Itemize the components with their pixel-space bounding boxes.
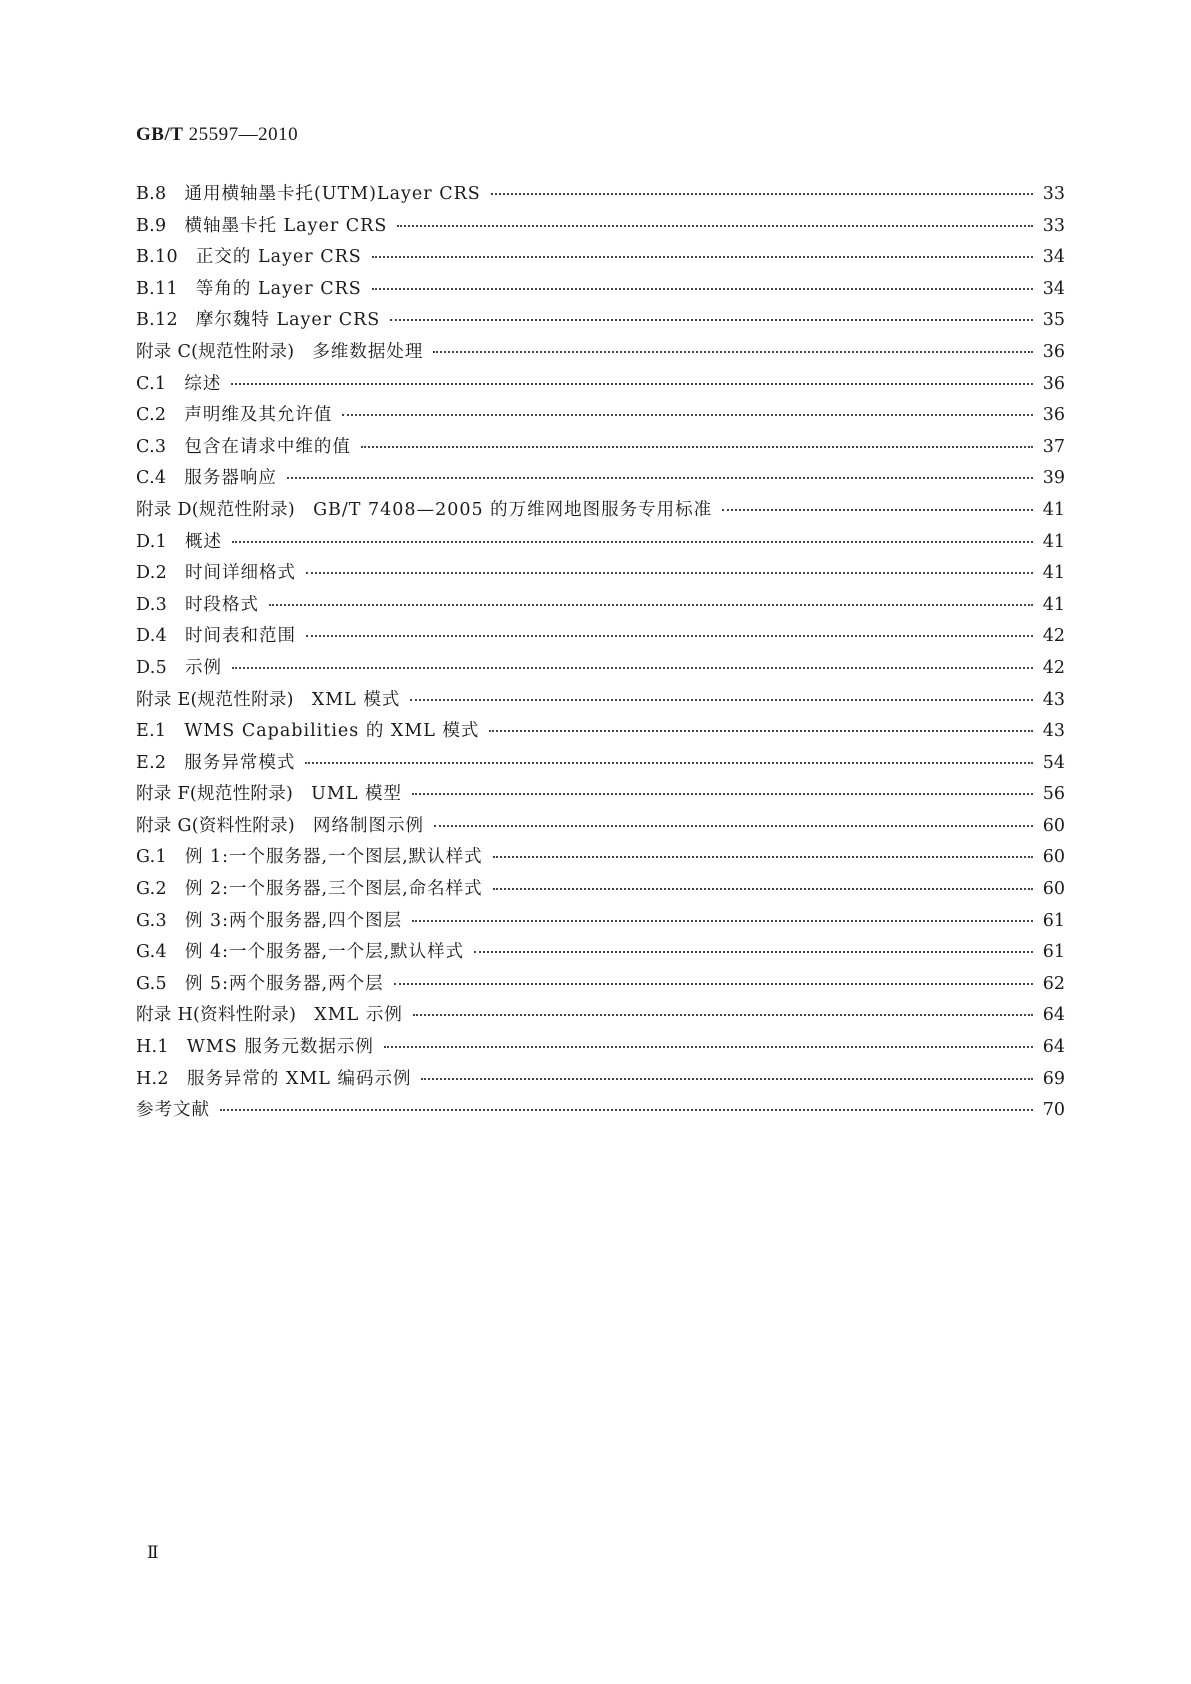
dot-leader [489,728,1033,732]
toc-entry-number: 附录 E(规范性附录) [136,689,294,710]
toc-entry[interactable] [136,464,1065,496]
dot-leader [412,791,1033,795]
dot-leader [305,760,1033,764]
toc-entry-page: 64 [1042,1037,1065,1058]
toc-entry-number: B.8 [136,184,167,204]
toc-entry-title: 多维数据处理 [312,341,424,362]
toc-entry-title: WMS 服务元数据示例 [186,1037,374,1058]
toc-entry-page: 37 [1042,436,1065,457]
dot-leader [410,697,1033,701]
toc-entry[interactable] [136,717,1065,749]
toc-entry-number: H.2 [136,1068,169,1089]
toc-entry-number: 附录 D(规范性附录) [136,499,296,520]
toc-entry-page: 61 [1042,910,1065,931]
toc-entry-title: 时间表和范围 [185,626,297,647]
toc-entry-number: G.2 [136,879,167,900]
toc-entry-number: C.4 [136,468,167,489]
toc-entry-page: 35 [1042,310,1065,331]
toc-entry-page: 60 [1042,815,1065,836]
toc-entry-page: 42 [1042,626,1065,647]
dot-leader [361,444,1033,448]
toc-entry-title: 例 1:一个服务器,一个图层,默认样式 [184,847,483,868]
dot-leader [493,854,1033,858]
dot-leader [397,223,1033,227]
dot-leader [394,981,1033,985]
toc-entry-page: 62 [1042,973,1065,994]
toc-entry-number: D.1 [136,531,168,552]
toc-entry-page: 43 [1042,689,1065,710]
toc-entry-title: 服务异常模式 [184,752,296,773]
toc-entry-title: 网络制图示例 [313,815,424,836]
dot-leader [433,349,1033,353]
toc-entry-page: 61 [1042,942,1065,963]
toc-entry[interactable] [136,1096,1065,1128]
toc-entry[interactable] [136,528,1065,560]
toc-entry[interactable] [136,1033,1065,1065]
dot-leader [493,886,1033,890]
toc-entry-number: 附录 C(规范性附录) [136,341,295,362]
toc-entry-number: B.12 [136,310,178,331]
toc-entry-title: 服务异常的 XML 编码示例 [186,1068,412,1089]
toc-entry-title: 示例 [185,657,223,678]
toc-entry-number: D.4 [136,626,168,647]
toc-entry-number: C.1 [136,373,167,394]
toc-entry-number: G.3 [136,910,167,931]
toc-entry-title: UML 模型 [311,784,403,805]
dot-leader [434,823,1033,827]
toc-entry-page: 56 [1042,784,1065,805]
toc-entry[interactable] [136,1065,1065,1097]
toc-entry-title: 综述 [184,373,222,394]
standard-prefix: GB/T [136,124,184,145]
toc-entry[interactable] [136,370,1065,402]
toc-entry[interactable] [136,559,1065,591]
toc-entry-number: G.1 [136,847,167,868]
toc-entry[interactable] [136,338,1065,370]
toc-entry-number: G.5 [136,973,167,994]
toc-entry-page: 54 [1042,752,1065,773]
toc-entry[interactable] [136,401,1065,433]
toc-entry-page: 69 [1042,1068,1065,1089]
toc-entry[interactable] [136,907,1065,939]
dot-leader [390,317,1033,321]
toc-entry[interactable] [136,180,1065,212]
dot-leader [342,412,1033,416]
toc-entry-number: B.9 [136,215,167,236]
toc-entry-page: 41 [1042,594,1065,615]
toc-entry[interactable] [136,686,1065,718]
dot-leader [421,1076,1033,1080]
toc-entry-page: 36 [1042,373,1065,394]
toc-entry-number: C.2 [136,405,167,426]
standard-number: 25597—2010 [188,124,299,145]
toc-entry-number: G.4 [136,942,167,963]
toc-entry[interactable] [136,970,1065,1002]
toc-entry-page: 60 [1042,847,1065,868]
page-number: Ⅱ [147,1543,159,1562]
toc-entry[interactable] [136,875,1065,907]
toc-entry-page: 42 [1042,657,1065,678]
toc-entry-title: XML 模式 [311,689,401,710]
dot-leader [306,633,1033,637]
toc-entry-title: 时段格式 [185,594,260,615]
toc-entry-title: 包含在请求中维的值 [184,436,351,457]
toc-entry[interactable] [136,749,1065,781]
toc-entry[interactable] [136,243,1065,275]
dot-leader [306,570,1033,574]
toc-entry-title: GB/T 7408—2005 的万维网地图服务专用标准 [313,499,713,520]
toc-entry-page: 70 [1042,1100,1065,1121]
toc-entry-number: 附录 G(资料性附录) [136,815,295,836]
toc-entry-page: 41 [1042,499,1065,520]
dot-leader [232,665,1033,669]
toc-entry[interactable] [136,654,1065,686]
toc-entry-title: 横轴墨卡托 Layer CRS [184,215,388,236]
toc-entry-page: 34 [1042,278,1065,299]
document-header [136,124,298,146]
toc-entry-page: 64 [1042,1005,1065,1026]
dot-leader [269,602,1033,606]
toc-entry-number: E.2 [136,752,167,773]
toc-entry[interactable] [136,812,1065,844]
dot-leader [232,539,1033,543]
table-of-contents [136,180,1065,1128]
toc-entry-number: B.11 [136,278,178,299]
toc-entry-number: D.3 [136,594,168,615]
toc-entry[interactable] [136,306,1065,338]
dot-leader [413,1012,1033,1016]
toc-entry-page: 60 [1042,879,1065,900]
toc-entry[interactable] [136,843,1065,875]
toc-entry-title: 声明维及其允许值 [184,405,333,426]
toc-entry-page: 41 [1042,563,1065,584]
toc-entry[interactable] [136,938,1065,970]
toc-entry-page: 36 [1042,405,1065,426]
toc-entry-title: WMS Capabilities 的 XML 模式 [184,721,480,742]
toc-entry-title: 例 3:两个服务器,四个图层 [184,910,403,931]
toc-entry-page: 36 [1042,341,1065,362]
toc-entry-title: 摩尔魏特 Layer CRS [195,310,381,331]
toc-entry-number: C.3 [136,436,167,457]
toc-entry-page: 33 [1042,184,1065,204]
dot-leader [372,254,1033,258]
toc-entry[interactable] [136,496,1065,528]
toc-entry-number: E.1 [136,721,167,742]
dot-leader [231,381,1033,385]
dot-leader [474,949,1033,953]
toc-entry-title: 等角的 Layer CRS [195,278,362,299]
dot-leader [384,1044,1033,1048]
toc-entry-number: 附录 H(资料性附录) [136,1005,297,1026]
toc-entry[interactable] [136,622,1065,654]
toc-entry[interactable] [136,780,1065,812]
toc-entry-number: H.1 [136,1037,169,1058]
dot-leader [372,286,1033,290]
dot-leader [287,475,1033,479]
toc-entry[interactable] [136,1001,1065,1033]
toc-entry-title: 服务器响应 [184,468,277,489]
toc-entry-page: 33 [1042,215,1065,236]
dot-leader [220,1107,1033,1111]
toc-entry-title: 参考文献 [136,1100,210,1121]
toc-entry-number: D.2 [136,563,168,584]
dot-leader [722,507,1033,511]
toc-entry-number: D.5 [136,657,168,678]
toc-entry-page: 39 [1042,468,1065,489]
toc-entry-title: XML 示例 [314,1005,403,1026]
toc-entry-title: 正交的 Layer CRS [195,247,362,268]
dot-leader [491,191,1033,195]
toc-entry-page: 41 [1042,531,1065,552]
toc-entry[interactable] [136,591,1065,623]
toc-entry-page: 43 [1042,721,1065,742]
toc-entry-title: 例 5:两个服务器,两个层 [184,973,384,994]
toc-entry-title: 时间详细格式 [185,563,297,584]
toc-entry-title: 概述 [185,531,223,552]
toc-entry[interactable] [136,275,1065,307]
toc-entry-page: 34 [1042,247,1065,268]
toc-entry[interactable] [136,212,1065,244]
toc-entry-number: 附录 F(规范性附录) [136,784,294,805]
toc-entry[interactable] [136,433,1065,465]
toc-entry-title: 例 4:一个服务器,一个层,默认样式 [184,942,465,963]
toc-entry-title: 例 2:一个服务器,三个图层,命名样式 [184,879,483,900]
toc-entry-number: B.10 [136,247,178,268]
dot-leader [412,918,1033,922]
toc-entry-title: 通用横轴墨卡托(UTM)Layer CRS [184,184,481,204]
